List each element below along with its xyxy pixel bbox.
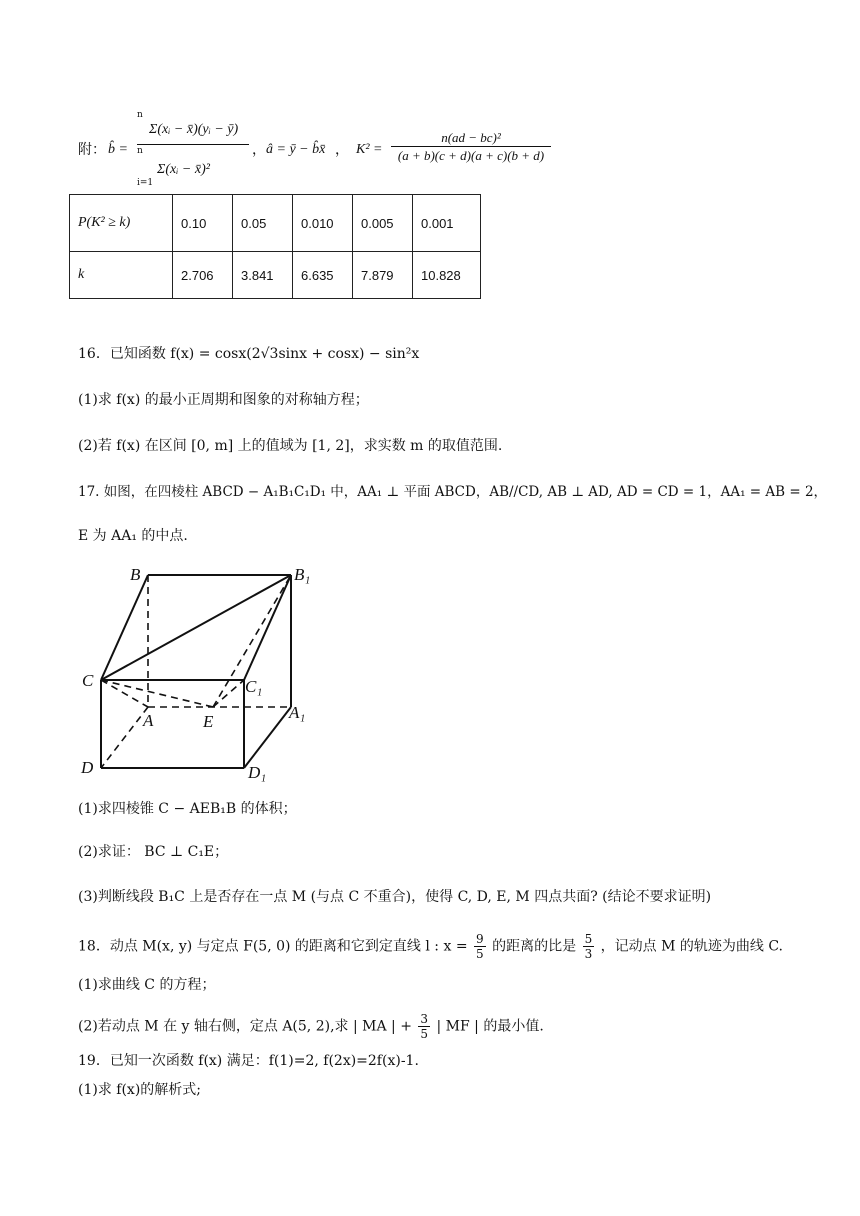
q18-stem-a: 18．动点 M(x, y) 与定点 F(5, 0) 的距离和它到定直线 l : x = [78, 938, 468, 955]
fraction-denominator: 3 [584, 947, 593, 961]
q17-part1: (1)求四棱锥 C − AEB₁B 的体积； [78, 801, 297, 817]
sum-top-index: n [137, 146, 143, 156]
q18-part1: (1)求曲线 C 的方程； [78, 977, 216, 993]
table-cell: 3.841 [233, 252, 293, 299]
vertex-label-C1: C₁ [245, 677, 263, 696]
fraction-denominator: 5 [476, 947, 484, 961]
q19-stem: 19．已知一次函数 f(x) 满足：f(1)=2, f(2x)=2f(x)-1. [78, 1053, 419, 1069]
table-cell: 2.706 [173, 252, 233, 299]
edge-CE-hidden [101, 680, 213, 707]
vertex-label-A: A [143, 711, 154, 730]
table-cell: 0.05 [233, 195, 293, 252]
q17-stem-line1: 17. 如图，在四棱柱 ABCD − A₁B₁C₁D₁ 中，AA₁ ⊥ 平面 ABCD，AB//CD, AB ⊥ AD, AD = CD = 1，AA₁ = AB = 2， [78, 484, 828, 500]
edge-BC [101, 575, 148, 680]
k2-denominator: (a + b)(c + d)(a + c)(b + d) [397, 148, 545, 163]
table-cell: 7.879 [353, 252, 413, 299]
fraction-denominator: 5 [420, 1027, 429, 1041]
table-cell: 0.001 [413, 195, 481, 252]
q18-stem-b: 的距离的比是 [492, 938, 577, 955]
q18-fraction-3-5 [418, 1012, 430, 1041]
vertex-label-E: E [203, 712, 214, 731]
b-hat-numerator: Σ(xᵢ − x̄)(yᵢ − ȳ) [149, 122, 239, 137]
table-cell: 10.828 [413, 252, 481, 299]
vertex-label-D1: D₁ [248, 763, 267, 782]
fraction-numerator: 3 [420, 1012, 429, 1026]
q18-part2 [78, 1012, 544, 1041]
q18-part2-b: | MF | 的最小值. [436, 1018, 544, 1035]
b-hat-denominator: Σ(xᵢ − x̄)² [157, 162, 210, 177]
q18-part2-a: (2)若动点 M 在 y 轴右侧，定点 A(5, 2),求 | MA | + [78, 1018, 412, 1035]
edge-EC1-hidden [213, 680, 244, 707]
appendix-label: 附： [78, 142, 106, 158]
k2-fraction [391, 130, 551, 165]
q18-stem-c: ，记动点 M 的轨迹为曲线 C. [600, 938, 784, 955]
q17-stem-line2: E 为 AA₁ 的中点. [78, 528, 188, 544]
vertex-label-C: C [82, 671, 94, 690]
a-hat-formula: â = ȳ − b̂x̄ [266, 142, 326, 157]
fraction-numerator: 5 [584, 932, 593, 946]
table-cell: 0.10 [173, 195, 233, 252]
q18-fraction-5-3 [583, 932, 595, 961]
vertex-label-D: D [81, 758, 94, 777]
vertex-label-B1: B₁ [294, 565, 311, 584]
table-cell: 0.010 [293, 195, 353, 252]
edge-AD-hidden [101, 707, 148, 768]
q19-part1: (1)求 f(x)的解析式; [78, 1082, 201, 1098]
b-hat-symbol: b̂ = [108, 142, 128, 157]
vertex-label-A1: A₁ [289, 703, 306, 722]
edge-B1C1 [244, 575, 291, 680]
vertex-label-B: B [130, 565, 141, 584]
fraction-bar [137, 144, 249, 145]
k2-lhs: K² = [356, 142, 383, 157]
q17-part3: (3)判断线段 B₁C 上是否存在一点 M (与点 C 不重合)，使得 C, D, E, M 四点共面? (结论不要求证明) [78, 889, 712, 905]
k2-numerator: n(ad − bc)² [391, 130, 551, 147]
q18-fraction-9-5 [474, 932, 486, 961]
q18-stem [78, 932, 783, 961]
q16-part2: (2)若 f(x) 在区间 [0, m] 上的值域为 [1, 2]，求实数 m 的取值范围. [78, 438, 503, 454]
table-cell: 0.005 [353, 195, 413, 252]
edge-D1A1 [244, 707, 291, 768]
edge-CB1 [101, 575, 291, 680]
fraction-numerator: 9 [476, 932, 484, 946]
edge-CA-hidden [101, 680, 148, 707]
table-header-cell: k [70, 252, 173, 299]
q16-part1: (1)求 f(x) 的最小正周期和图象的对称轴方程； [78, 392, 369, 408]
table-header-cell: P(K² ≥ k) [70, 195, 173, 252]
q16-stem: 16．已知函数 f(x) = cosx(2√3sinx + cosx) − sin²x [78, 346, 420, 362]
critical-value-table [69, 194, 481, 299]
sum-top-index: n [137, 110, 143, 120]
table-row [70, 252, 481, 299]
q17-part2: (2)求证： BC ⊥ C₁E； [78, 844, 229, 860]
sum-bottom-index: i=1 [137, 178, 154, 188]
table-row [70, 195, 481, 252]
table-cell: 6.635 [293, 252, 353, 299]
prism-figure [70, 560, 330, 785]
